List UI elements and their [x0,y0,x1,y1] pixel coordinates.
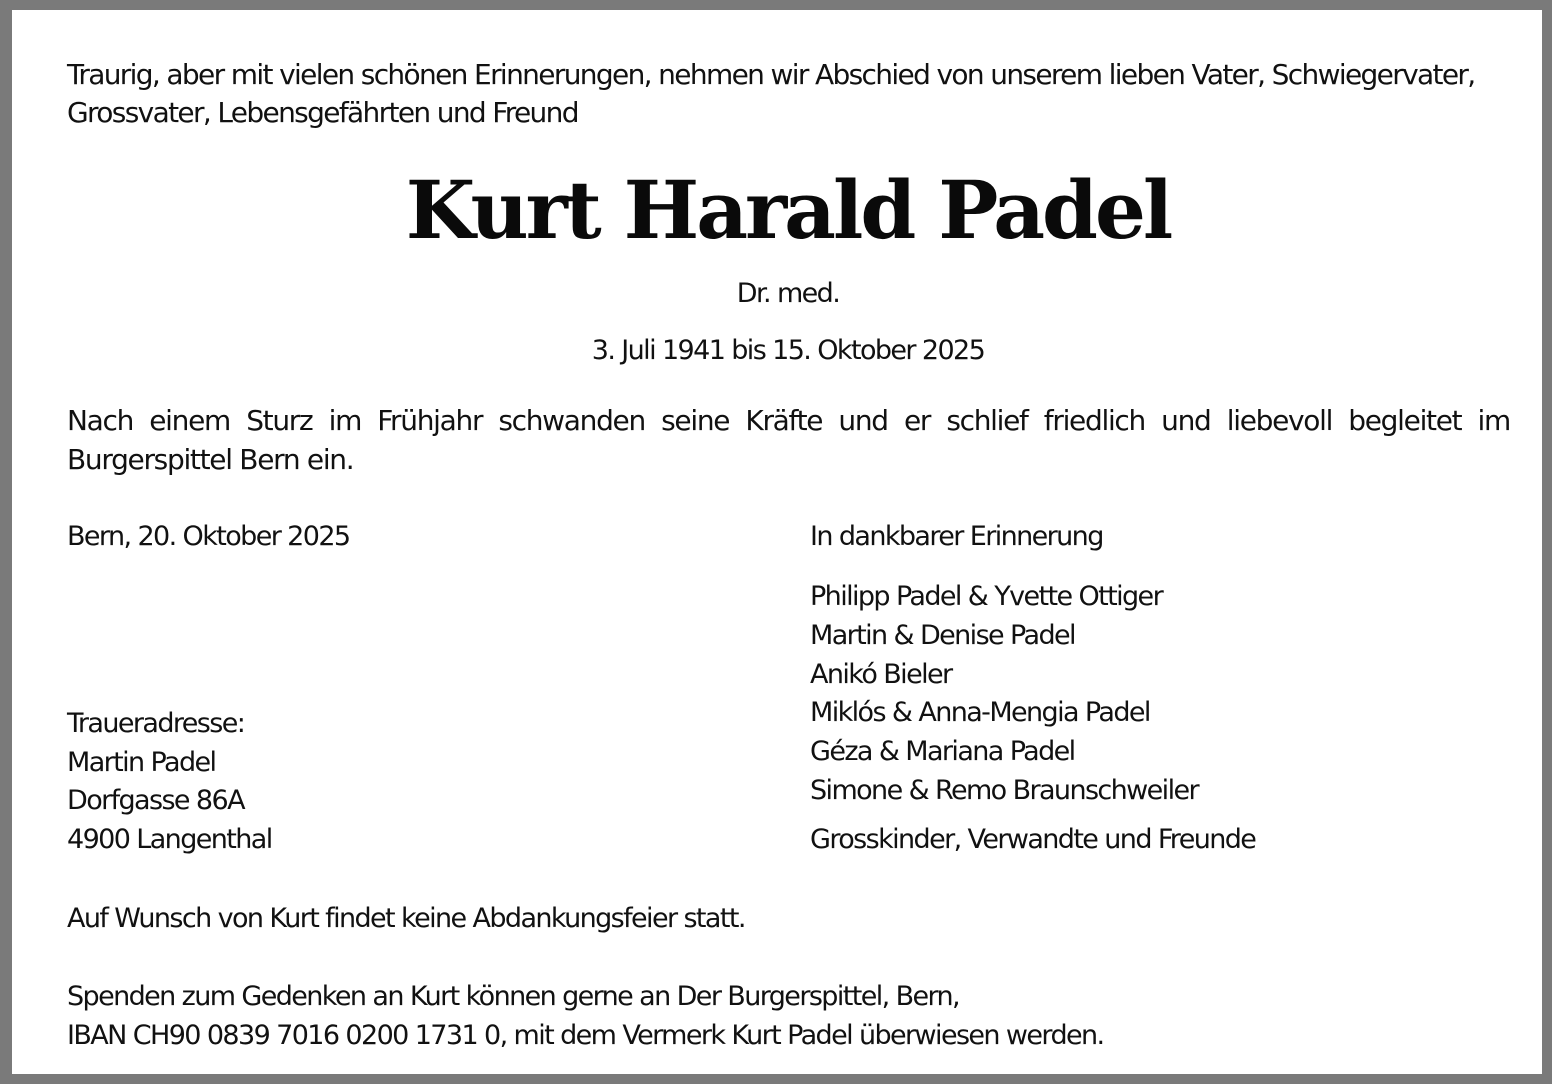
address-street: Dorfgasse 86A [67,785,244,816]
donation-line-1: Spenden zum Gedenken an Kurt können gerne an Der Burgerspittel, Bern, [67,981,960,1012]
message-text: Nach einem Sturz im Frühjahr schwanden seine Kräfte und er schlief friedlich und liebevoll begleitet im Burgerspittel Bern ein. [67,404,1510,476]
donation-line-2: IBAN CH90 0839 7016 0200 1731 0, mit dem Vermerk Kurt Padel überwiesen werden. [67,1020,1104,1051]
intro-text: Traurig, aber mit vielen schönen Erinnerungen, nehmen wir Abschied von unserem lieben Vater, Schwiegervater, Grossvater, Lebensgefährten und Freund [67,58,1475,129]
address-label: Traueradresse: [67,708,245,739]
mourner-item: Martin & Denise Padel [810,619,1075,651]
relatives-line: Grosskinder, Verwandte und Freunde [810,824,1256,855]
mourning-address [67,705,272,859]
ceremony-notice: Auf Wunsch von Kurt findet keine Abdankungsfeier statt. [67,903,745,934]
mourners-list [810,578,1198,811]
mourner-item: Miklós & Anna-Mengia Padel [810,697,1150,729]
address-name: Martin Padel [67,746,216,778]
life-dates: 3. Juli 1941 bis 15. Oktober 2025 [591,335,985,366]
mourner-item: Géza & Mariana Padel [810,736,1075,768]
deceased-title: Dr. med. [736,278,840,309]
place-date: Bern, 20. Oktober 2025 [67,521,350,552]
mourner-item: Simone & Remo Braunschweiler [810,774,1198,806]
mourner-item: Philipp Padel & Yvette Ottiger [810,581,1163,612]
deceased-name: Kurt Harald Padel [405,163,1171,257]
donation-info [67,977,1104,1055]
memory-heading: In dankbarer Erinnerung [810,521,1103,552]
mourner-item: Anikó Bieler [810,658,952,690]
address-city: 4900 Langenthal [67,823,272,855]
